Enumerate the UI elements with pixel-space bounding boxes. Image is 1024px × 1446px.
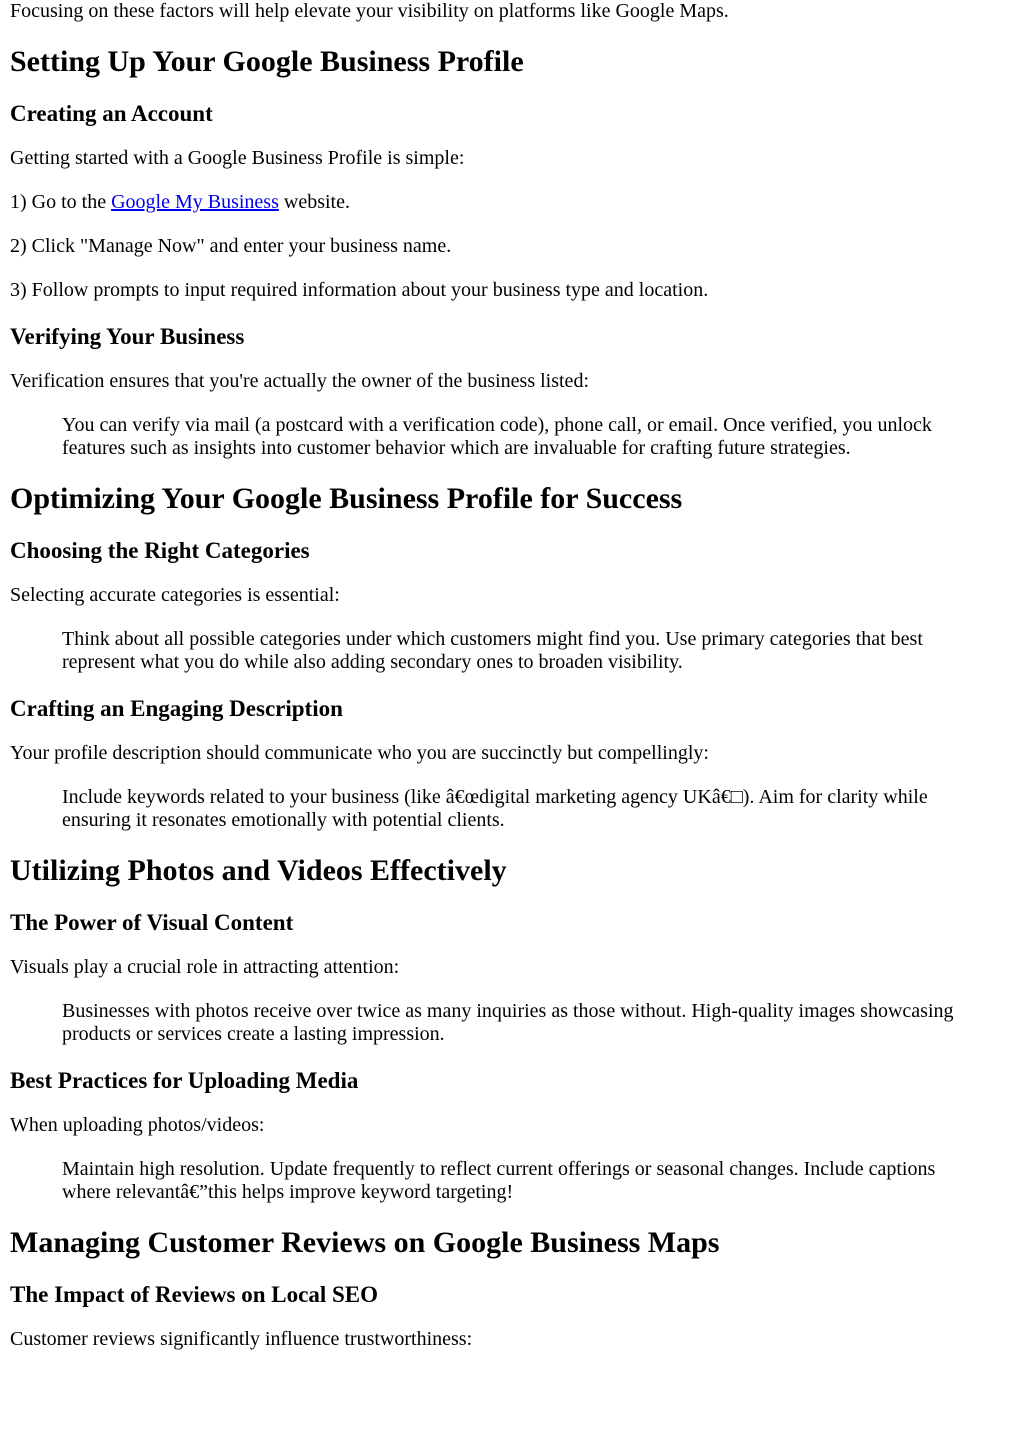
section-heading-optimizing: Optimizing Your Google Business Profile for Success (10, 482, 683, 515)
paragraph-categories: Selecting accurate categories is essential: (10, 584, 340, 606)
paragraph-verification: Verification ensures that you're actually the owner of the business listed: (10, 370, 589, 392)
blockquote-description: Include keywords related to your business (like â€œdigital marketing agency UKâ€□). Aim for clarity while ensuring it resonates emotionally with potential clients. (62, 786, 928, 831)
section-heading-photos: Utilizing Photos and Videos Effectively (10, 854, 507, 887)
section-heading-setup: Setting Up Your Google Business Profile (10, 45, 524, 78)
subheading-verifying: Verifying Your Business (10, 324, 245, 349)
subheading-best-practices: Best Practices for Uploading Media (10, 1068, 359, 1093)
blockquote-categories: Think about all possible categories under which customers might find you. Use primary categories that best represent what you do while also adding secondary ones to broaden visibility. (62, 628, 923, 673)
step-1-prefix: 1) Go to the (10, 191, 112, 213)
google-my-business-link[interactable]: Google My Business (111, 191, 279, 213)
step-1-suffix: website. (278, 191, 350, 213)
subheading-description: Crafting an Engaging Description (10, 696, 343, 721)
paragraph-uploading: When uploading photos/videos: (10, 1114, 265, 1136)
section-heading-reviews: Managing Customer Reviews on Google Business Maps (10, 1226, 720, 1259)
intro-paragraph: Focusing on these factors will help elevate your visibility on platforms like Google Maps. (10, 0, 729, 22)
paragraph-reviews: Customer reviews significantly influence trustworthiness: (10, 1328, 473, 1350)
paragraph-getting-started: Getting started with a Google Business Profile is simple: (10, 147, 465, 169)
subheading-reviews-impact: The Impact of Reviews on Local SEO (10, 1282, 378, 1307)
step-3: 3) Follow prompts to input required information about your business type and location. (10, 279, 709, 301)
step-1 (10, 191, 1014, 214)
subheading-categories: Choosing the Right Categories (10, 538, 310, 563)
blockquote-verification: You can verify via mail (a postcard with a verification code), phone call, or email. Once verified, you unlock features such as insights into customer behavior which are invaluable for crafting future strategies. (62, 414, 932, 459)
blockquote-visuals: Businesses with photos receive over twice as many inquiries as those without. High-quality images showcasing products or services create a lasting impression. (62, 1000, 954, 1045)
subheading-creating-account: Creating an Account (10, 101, 213, 126)
step-2: 2) Click "Manage Now" and enter your business name. (10, 235, 452, 257)
paragraph-visuals: Visuals play a crucial role in attracting attention: (10, 956, 400, 978)
subheading-visual-content: The Power of Visual Content (10, 910, 294, 935)
blockquote-uploading: Maintain high resolution. Update frequently to reflect current offerings or seasonal changes. Include captions where relevantâ€”this helps improve keyword targeting! (62, 1158, 936, 1203)
paragraph-description: Your profile description should communicate who you are succinctly but compellingly: (10, 742, 709, 764)
